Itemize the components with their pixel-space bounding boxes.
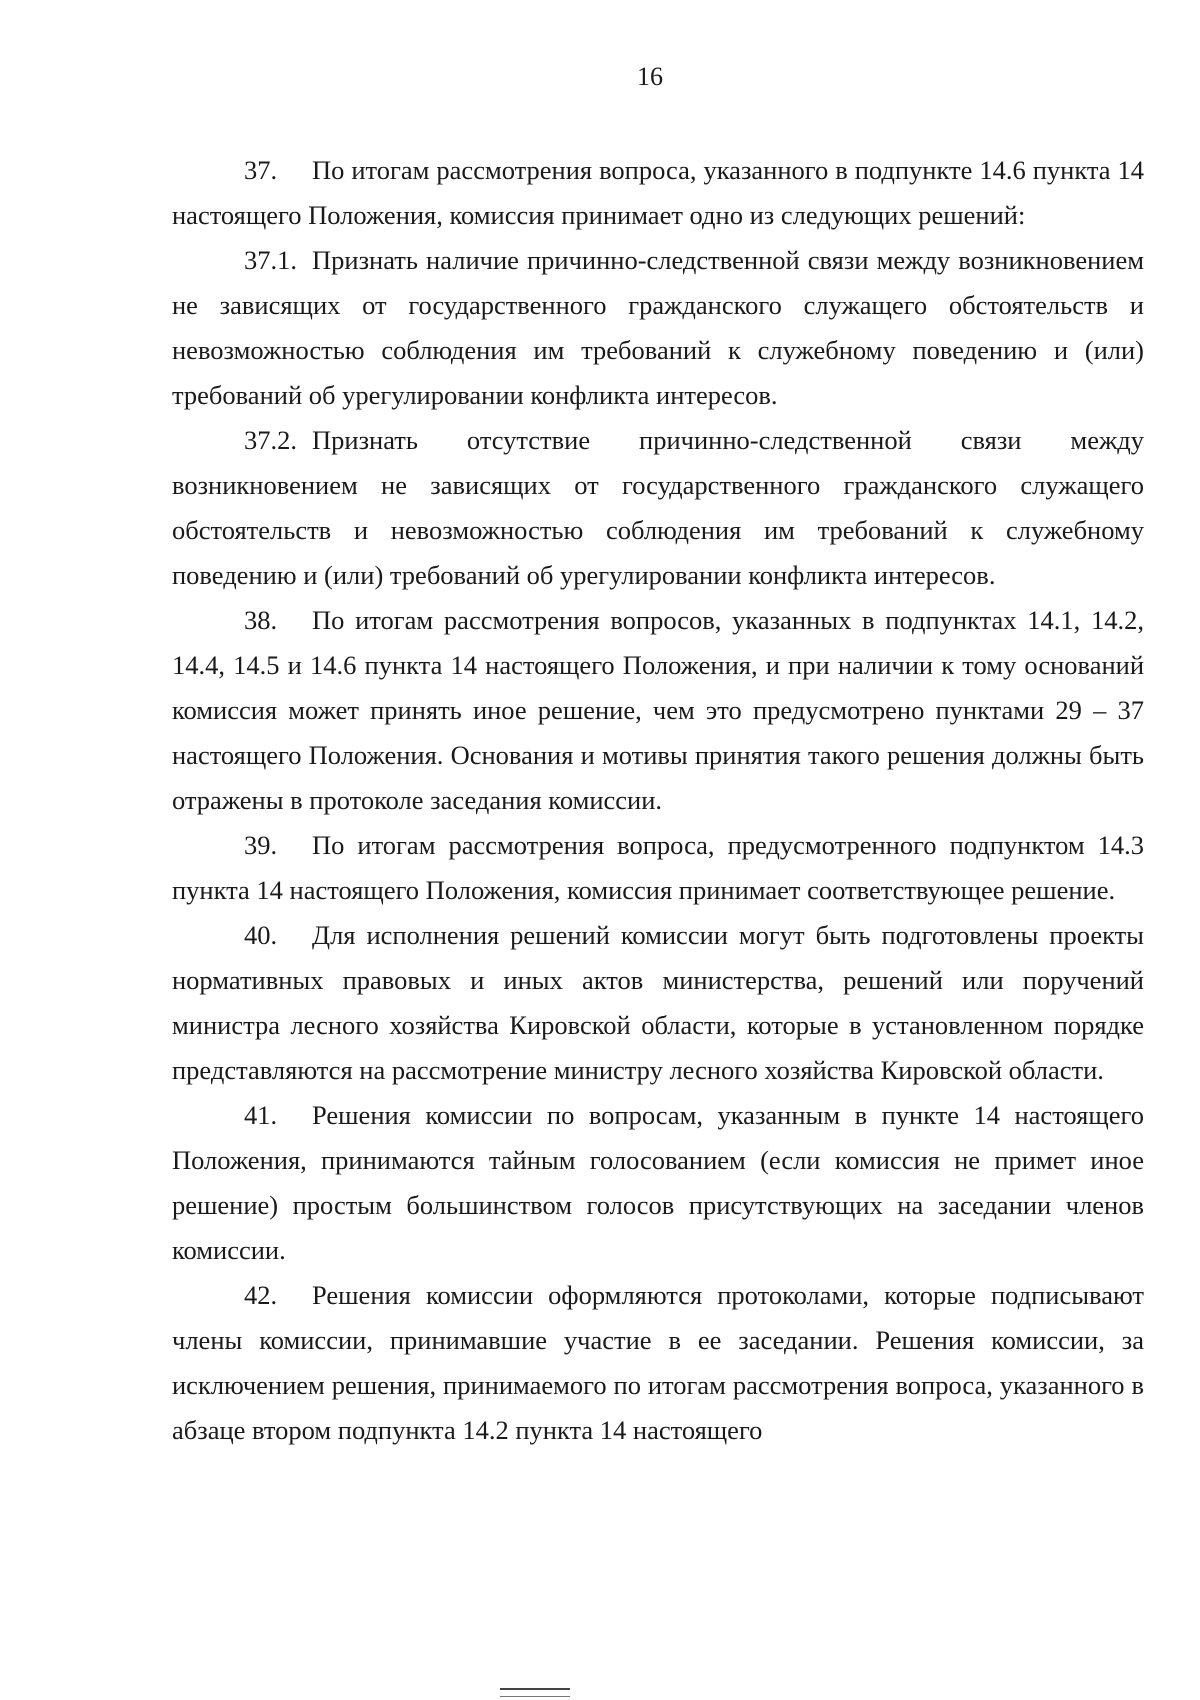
paragraph-37-2 [172, 418, 1144, 598]
paragraph-37-1 [172, 238, 1144, 418]
paragraph-text: По итогам рассмотрения вопроса, указанного в подпункте 14.6 пункта 14 настоящего Положения, комиссия принимает одно из следующих решений: [172, 155, 1144, 230]
paragraph-number: 42. [244, 1280, 278, 1310]
paragraph-text: Признать наличие причинно-следственной связи между возникновением не зависящих от государственного гражданского служащего обстоятельств и невозможностью соблюдения им требований к служебному поведению и (или) требований об урегулировании конфликта интересов. [172, 245, 1144, 410]
paragraph-number: 37.2. [244, 425, 297, 455]
paragraph-40 [172, 913, 1144, 1093]
paragraph-number: 38. [244, 605, 278, 635]
paragraph-text: По итогам рассмотрения вопроса, предусмотренного подпунктом 14.3 пункта 14 настоящего Положения, комиссия принимает соответствующее решение. [172, 830, 1144, 905]
paragraph-37 [172, 148, 1144, 238]
paragraph-text: По итогам рассмотрения вопросов, указанных в подпунктах 14.1, 14.2, 14.4, 14.5 и 14.6 пункта 14 настоящего Положения, и при наличии к тому оснований комиссия может принять иное решение, чем это предусмотрено пунктами 29 – 37 настоящего Положения. Основания и мотивы принятия такого решения должны быть отражены в протоколе заседания комиссии. [172, 605, 1144, 815]
paragraph-41 [172, 1093, 1144, 1273]
paragraph-text: Решения комиссии по вопросам, указанным в пункте 14 настоящего Положения, принимаются тайным голосованием (если комиссия не примет иное решение) простым большинством голосов присутствующих на заседании членов комиссии. [172, 1100, 1144, 1265]
paragraph-number: 39. [244, 830, 278, 860]
paragraph-number: 40. [244, 920, 278, 950]
scan-artifact-mark [500, 1688, 570, 1697]
paragraph-number: 37. [244, 155, 278, 185]
paragraph-text: Признать отсутствие причинно-следственной связи между возникновением не зависящих от государственного гражданского служащего обстоятельств и невозможностью соблюдения им требований к служебному поведению и (или) требований об урегулировании конфликта интересов. [172, 425, 1144, 590]
paragraph-text: Для исполнения решений комиссии могут быть подготовлены проекты нормативных правовых и иных актов министерства, решений или поручений министра лесного хозяйства Кировской области, которые в установленном порядке представляются на рассмотрение министру лесного хозяйства Кировской области. [172, 920, 1144, 1085]
paragraph-text: Решения комиссии оформляются протоколами, которые подписывают члены комиссии, принимавшие участие в ее заседании. Решения комиссии, за исключением решения, принимаемого по итогам рассмотрения вопроса, указанного в абзаце втором подпункта 14.2 пункта 14 настоящего [172, 1280, 1144, 1445]
paragraph-39 [172, 823, 1144, 913]
paragraph-42 [172, 1273, 1144, 1453]
paragraph-38 [172, 598, 1144, 823]
document-body [172, 148, 1144, 1453]
paragraph-number: 37.1. [244, 245, 297, 275]
page-number: 16 [637, 62, 663, 91]
paragraph-number: 41. [244, 1100, 278, 1130]
